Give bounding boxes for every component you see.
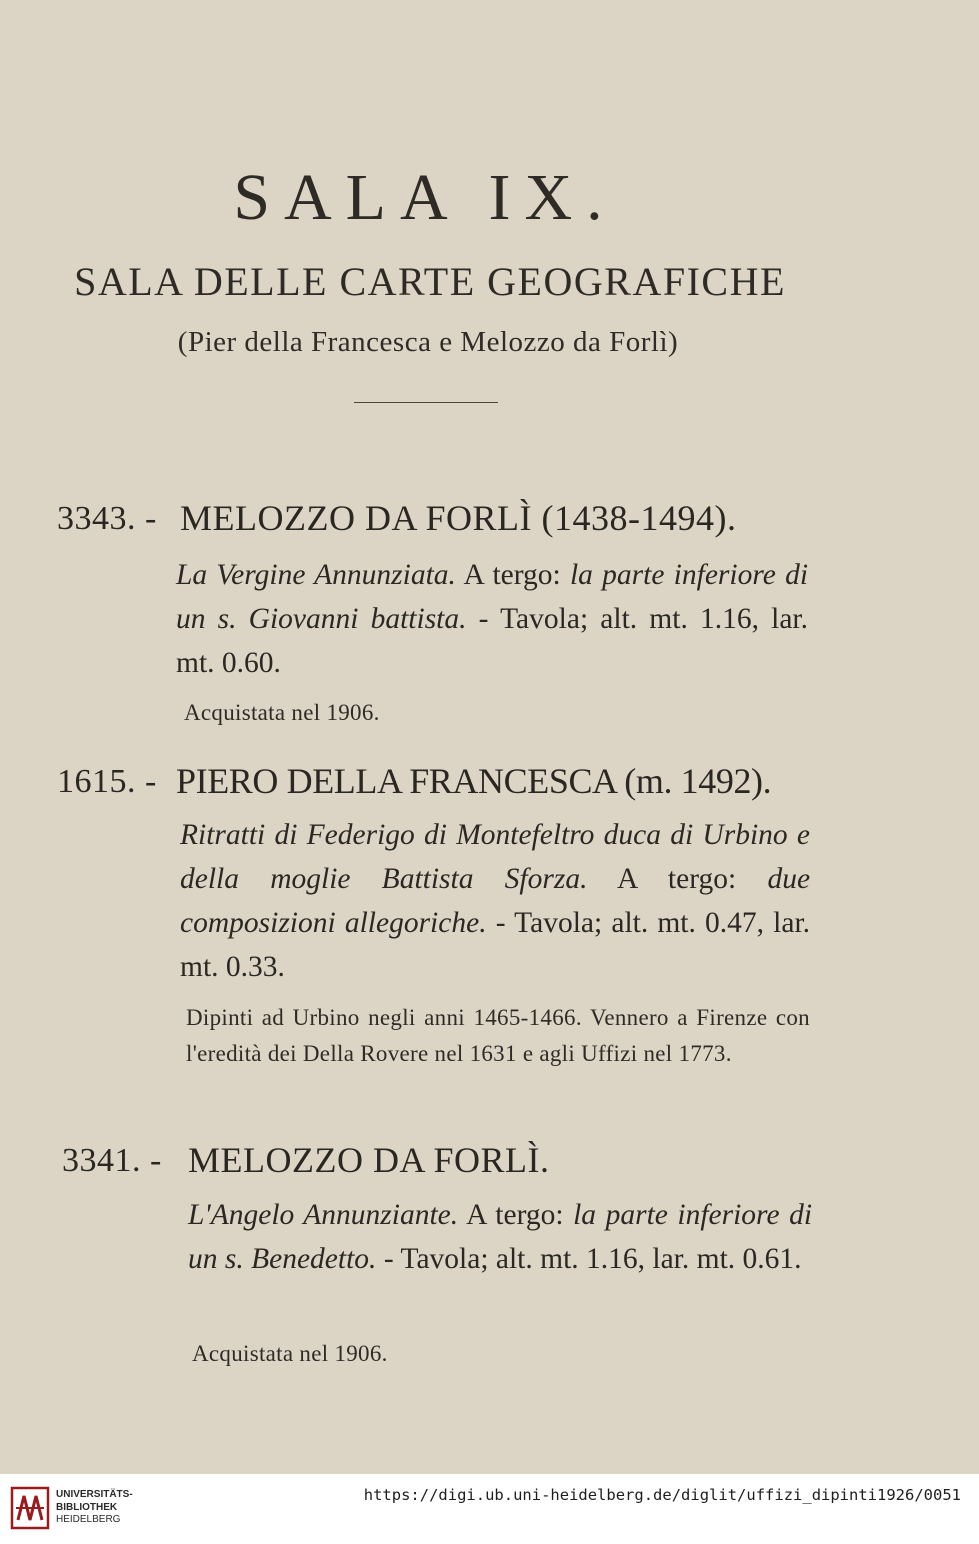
entry-artist: MELOZZO DA FORLÌ. bbox=[188, 1140, 550, 1180]
artwork-title: La Vergine Annunziata. bbox=[176, 559, 456, 591]
library-name bbox=[56, 1489, 133, 1527]
verso-description: due composizioni allegoriche. bbox=[180, 863, 811, 939]
artwork-title: L'Angelo Annunziante. bbox=[188, 1199, 459, 1231]
library-name-line: UNIVERSITÄTS- bbox=[56, 1489, 133, 1500]
entry-number: 3341. - bbox=[62, 1142, 162, 1179]
artwork-dimensions: - Tavola; alt. mt. 0.47, lar. mt. 0.33. bbox=[180, 907, 811, 983]
room-subtitle: (Pier della Francesca e Melozzo da Forlì) bbox=[177, 326, 679, 358]
room-name-heading: SALA DELLE CARTE GEOGRAFICHE bbox=[74, 259, 786, 304]
verso-description: la parte inferiore di un s. Benedetto. bbox=[188, 1199, 813, 1275]
heidelberg-library-logo-icon bbox=[10, 1486, 50, 1530]
artwork-dimensions: - Tavola; alt. mt. 1.16, lar. mt. 0.61. bbox=[383, 1243, 802, 1275]
entry-note: Acquistata nel 1906. bbox=[192, 1341, 388, 1366]
artwork-dimensions: - Tavola; alt. mt. 1.16, lar. mt. 0.60. bbox=[176, 603, 808, 679]
footer-bar bbox=[0, 1474, 979, 1544]
verso-description: la parte inferiore di un s. Giovanni battista. bbox=[176, 559, 809, 635]
entry-number: 1615. - bbox=[57, 763, 157, 800]
entry-description bbox=[180, 813, 810, 989]
entry-note: Acquistata nel 1906. bbox=[184, 700, 380, 725]
library-name-line: BIBLIOTHEK bbox=[56, 1501, 118, 1513]
entry-artist: MELOZZO DA FORLÌ (1438-1494). bbox=[180, 498, 737, 538]
entry-note: Dipinti ad Urbino negli anni 1465-1466. Vennero a Firenze con l'eredità dei Della Rovere nel 1631 e agli Uffizi nel 1773. bbox=[186, 1005, 810, 1066]
verso-label: A tergo: bbox=[466, 1199, 564, 1231]
verso-label: A tergo: bbox=[617, 863, 737, 895]
entry-description bbox=[188, 1193, 812, 1281]
library-name-line: HEIDELBERG bbox=[56, 1514, 121, 1525]
entry-description bbox=[176, 553, 808, 685]
entry-number: 3343. - bbox=[57, 500, 157, 537]
entry-artist: PIERO DELLA FRANCESCA (m. 1492). bbox=[176, 761, 772, 801]
verso-label: A tergo: bbox=[463, 559, 561, 591]
section-divider bbox=[354, 402, 498, 403]
room-number-heading: SALA IX. bbox=[233, 161, 617, 234]
source-url-link[interactable]: https://digi.ub.uni-heidelberg.de/diglit/uffizi_dipinti1926/0051 bbox=[363, 1486, 961, 1504]
artwork-title: Ritratti di Federigo di Montefeltro duca di Urbino e della moglie Battista Sforza. bbox=[180, 819, 810, 895]
